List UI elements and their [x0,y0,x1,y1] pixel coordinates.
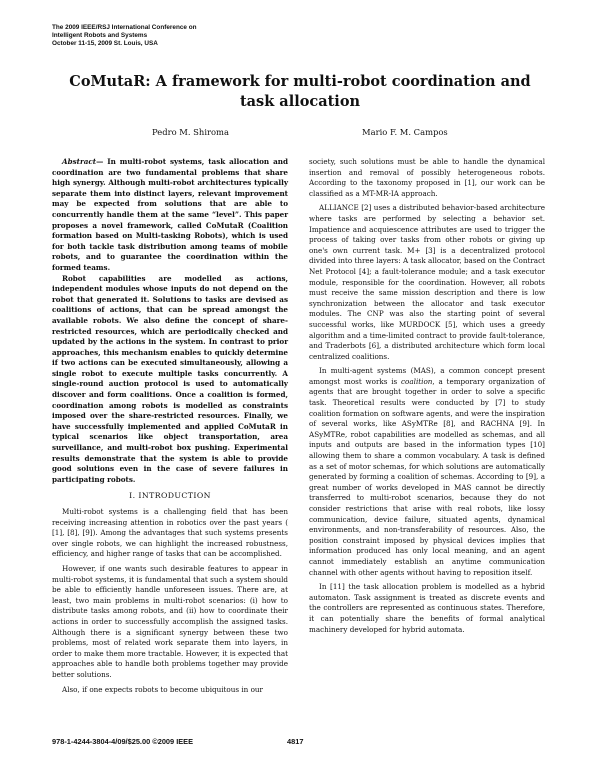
conference-header [52,24,197,48]
abstract-text-1: — In multi-robot systems, task allocation and coordination are two fundamental problems that share high synergy. Although multi-robot architectures typically separate them into distinct layers, relevant improvement may be expected from solutions that are able to concurrently handle them at the same “level”. This paper proposes a novel framework, called CoMutaR (Coalition formation based on Multi-tasking Robots), which is used for both tackle task distribution among teams of mobile robots, and to guarantee the coordination within the formed teams. [52,157,288,272]
intro-paragraph-1: Multi-robot systems is a challenging field that has been receiving increasing attention in robotics over the past years ( [1], [8], [9]). Among the advantages that such systems presents over single robots, we can highlight the increased robustness, efficiency, and higher range of tasks that can be accomplished. [52,507,288,559]
mas-text-a: In multi-agent systems (MAS), a common concept present amongst most works is [309,366,545,386]
right-paragraph-0: society, such solutions must be able to handle the dynamical insertion and removal of possibly heterogeneous robots. According to the taxonomy proposed in [1], our work can be classified as a MT-MR-IA approach. [309,157,545,198]
author-2: Mario F. M. Campos [362,127,448,137]
footer-isbn: 978-1-4244-3804-4/09/$25.00 ©2009 IEEE [52,737,194,746]
abstract [52,157,288,485]
conference-line-1: The 2009 IEEE/RSJ International Conference on [52,24,197,31]
abstract-label: Abstract [62,157,97,166]
abstract-paragraph-1 [52,157,288,274]
intro-paragraph-2: However, if one wants such desirable features to appear in multi-robot systems, it is fundamental that such a system should be able to efficiently handle unforeseen issues. There are, at least, two main problems in multi-robot scenarios: (i) how to distribute tasks among robots, and (ii) how to coordinate their actions in order to successfully accomplish the assigned tasks. Although there is a significant synergy between these two problems, most of related work separate them into layers, in order to make them more tractable. However, it is expected that approaches able to handle both problems together may provide better solutions. [52,563,288,679]
mas-text-b: , a temporary organization of agents that are brought together in order to solve a specific task. Theoretical results were conducted by [7] to study coalition formation on software agents, and were the inspiration of several works, like ASyMTRe [8], and RACHNA [9]. In ASyMTRe, robot capabilities are modelled as schemas, and all inputs and outputs are based in the information types [10] allowing them to share a common vocabulary. A task is defined as a set of motor schemas, for which solutions are automatically generated by forming a coalition of schemas. According to [9], a great number of works developed in MAS cannot be directly transferred to multi-robot scenarios, because they do not consider restrictions that arise with real robots, like lossy communication, device failure, situated agents, dynamical environments, and non-transferability of resources. Also, the position constraint imposed by physical devices implies that information produced has only local meaning, and an agent cannot immediately establish an anytime communication channel with other agents without having to reposition itself. [309,376,545,577]
author-1: Pedro M. Shiroma [152,127,229,137]
coalition-term: coalition [401,376,433,386]
left-column [52,157,288,695]
right-column [309,157,545,635]
right-paragraph-mas [309,366,545,578]
page-number: 4817 [287,737,304,746]
conference-line-2: Intelligent Robots and Systems [52,32,148,39]
paper-title: CoMutaR: A framework for multi-robot coordination and task allocation [69,73,531,110]
conference-line-3: October 11-15, 2009 St. Louis, USA [52,40,158,47]
section-heading-introduction: I. INTRODUCTION [129,491,211,501]
right-paragraph-alliance: ALLIANCE [2] uses a distributed behavior-based architecture where tasks are performed by selecting a behavior set. Impatience and acquiescence attributes are used to trigger the process of taking over tasks from other robots or giving up one's own current task. M+ [3] is a decentralized protocol divided into three layers: A task allocator, based on the Contract Net Protocol [4]; a fault-tolerance module; and a task executor module, responsible for the coordination. However, all robots must receive the same mission description and there is low synchronization between the allocator and task executor modules. The CNP was also the starting point of several successful works, like MURDOCK [5], which uses a greedy algorithm and a time-limited contract to provide fault-tolerance, and Traderbots [6], a distributed architecture which form local centralized coalitions. [309,203,545,361]
right-paragraph-hybrid: In [11] the task allocation problem is modelled as a hybrid automaton. Task assignment is treated as discrete events and the controllers are represented as continuous states. Therefore, it can potentially share the benefits of formal analytical machinery developed for hybrid automata. [309,582,545,634]
intro-paragraph-3: Also, if one expects robots to become ubiquitous in our [62,684,263,694]
abstract-paragraph-2: Robot capabilities are modelled as actions, independent modules whose inputs do not depend on the robot that generated it. Solutions to tasks are devised as coalitions of actions, that can be spread amongst the available robots. We also define the concept of share-restricted resources, which are periodically checked and updated by the actions in the system. In contrast to prior approaches, this mechanism enables to quickly determine if two actions can be executed simultaneously, allowing a single robot to execute multiple tasks concurrently. A single-round auction protocol is used to automatically discover and form coalitions. Once a coalition is formed, coordination among robots is modelled as constraints imposed over the share-restricted resources. Finally, we have successfully implemented and applied CoMutaR in typical scenarios like object transportation, area surveillance, and multi-robot box pushing. Experimental results demonstrate that the system is able to provide good solutions even in the case of severe failures in participating robots. [52,273,288,484]
